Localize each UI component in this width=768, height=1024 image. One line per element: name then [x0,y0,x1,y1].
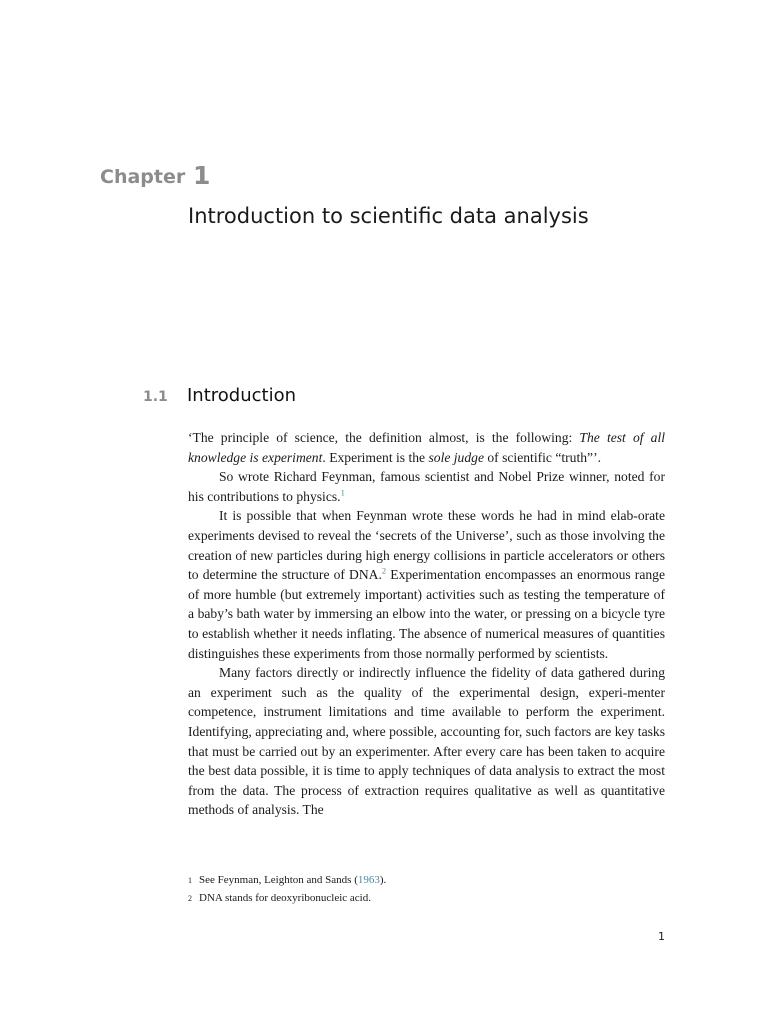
paragraph-text: of scientific “truth”’. [483,449,601,465]
emphasis-text: sole judge [428,449,484,465]
footnote-text [199,871,386,889]
section-number: 1.1 [143,389,168,405]
paragraph-text: . Experiment is the [322,449,429,465]
footnote-text-part: See Feynman, Leighton and Sands ( [199,874,358,886]
paragraph-3 [188,506,665,663]
footnote-ref-1[interactable]: 1 [340,487,345,498]
chapter-title: Introduction to scientific data analysis [188,204,589,228]
footnote-text-part: ). [379,874,387,886]
chapter-number: 1 [193,161,211,190]
emphasis-text: The test of all knowledge is experiment [188,430,666,465]
page-number: 1 [658,930,665,943]
footnotes [188,871,668,907]
paragraph-text: It is possible that when Feynman wrote these words he had in mind elab-orate experiments devised to reveal the ‘secrets of the Universe’, such as those involving the creation of new particles during high energy collisions in particle accelerators or others to determine the structure of DNA. [188,508,665,583]
citation-link[interactable]: 1963 [357,874,380,886]
footnote-2: 2 DNA stands for deoxyribonucleic acid. [188,889,668,907]
paragraph-text: Experimentation encompasses an enormous range of more humble (but extremely important) activities such as testing the temperature of a baby’s bath water by immersing an elbow into the water, or pressing on a bicycle tyre to establish whether it needs inflating. The absence of numerical measures of quantities distinguishes these experiments from those normally performed by scientists. [188,567,665,661]
body-text [188,428,665,820]
paragraph-text: ‘The principle of science, the definition almost, is the following: [188,430,580,445]
footnote-ref-2[interactable]: 2 [381,565,387,576]
chapter-label: Chapter [100,166,186,188]
footnote-1: 1 See Feynman, Leighton and Sands (1963). [188,871,668,889]
paragraph-4: Many factors directly or indirectly influence the fidelity of data gathered during an experiment such as the quality of the experimental design, experi-menter competence, instrument limitations and time available to perform the experiment. Identifying, appreciating and, where possible, accounting for, such factors are key tasks that must be carried out by an experimenter. After every care has been taken to acquire the best data possible, it is time to apply techniques of data analysis to extract the most from the data. The process of extraction requires qualitative as well as quantitative methods of analysis. The [188,665,665,818]
paragraph-text: So wrote Richard Feynman, famous scientist and Nobel Prize winner, noted for his contributions to physics. [188,469,665,504]
section-title: Introduction [187,385,297,406]
footnote-text: DNA stands for deoxyribonucleic acid. [199,892,371,904]
paragraph-2 [188,467,665,506]
paragraph-1 [188,428,665,467]
